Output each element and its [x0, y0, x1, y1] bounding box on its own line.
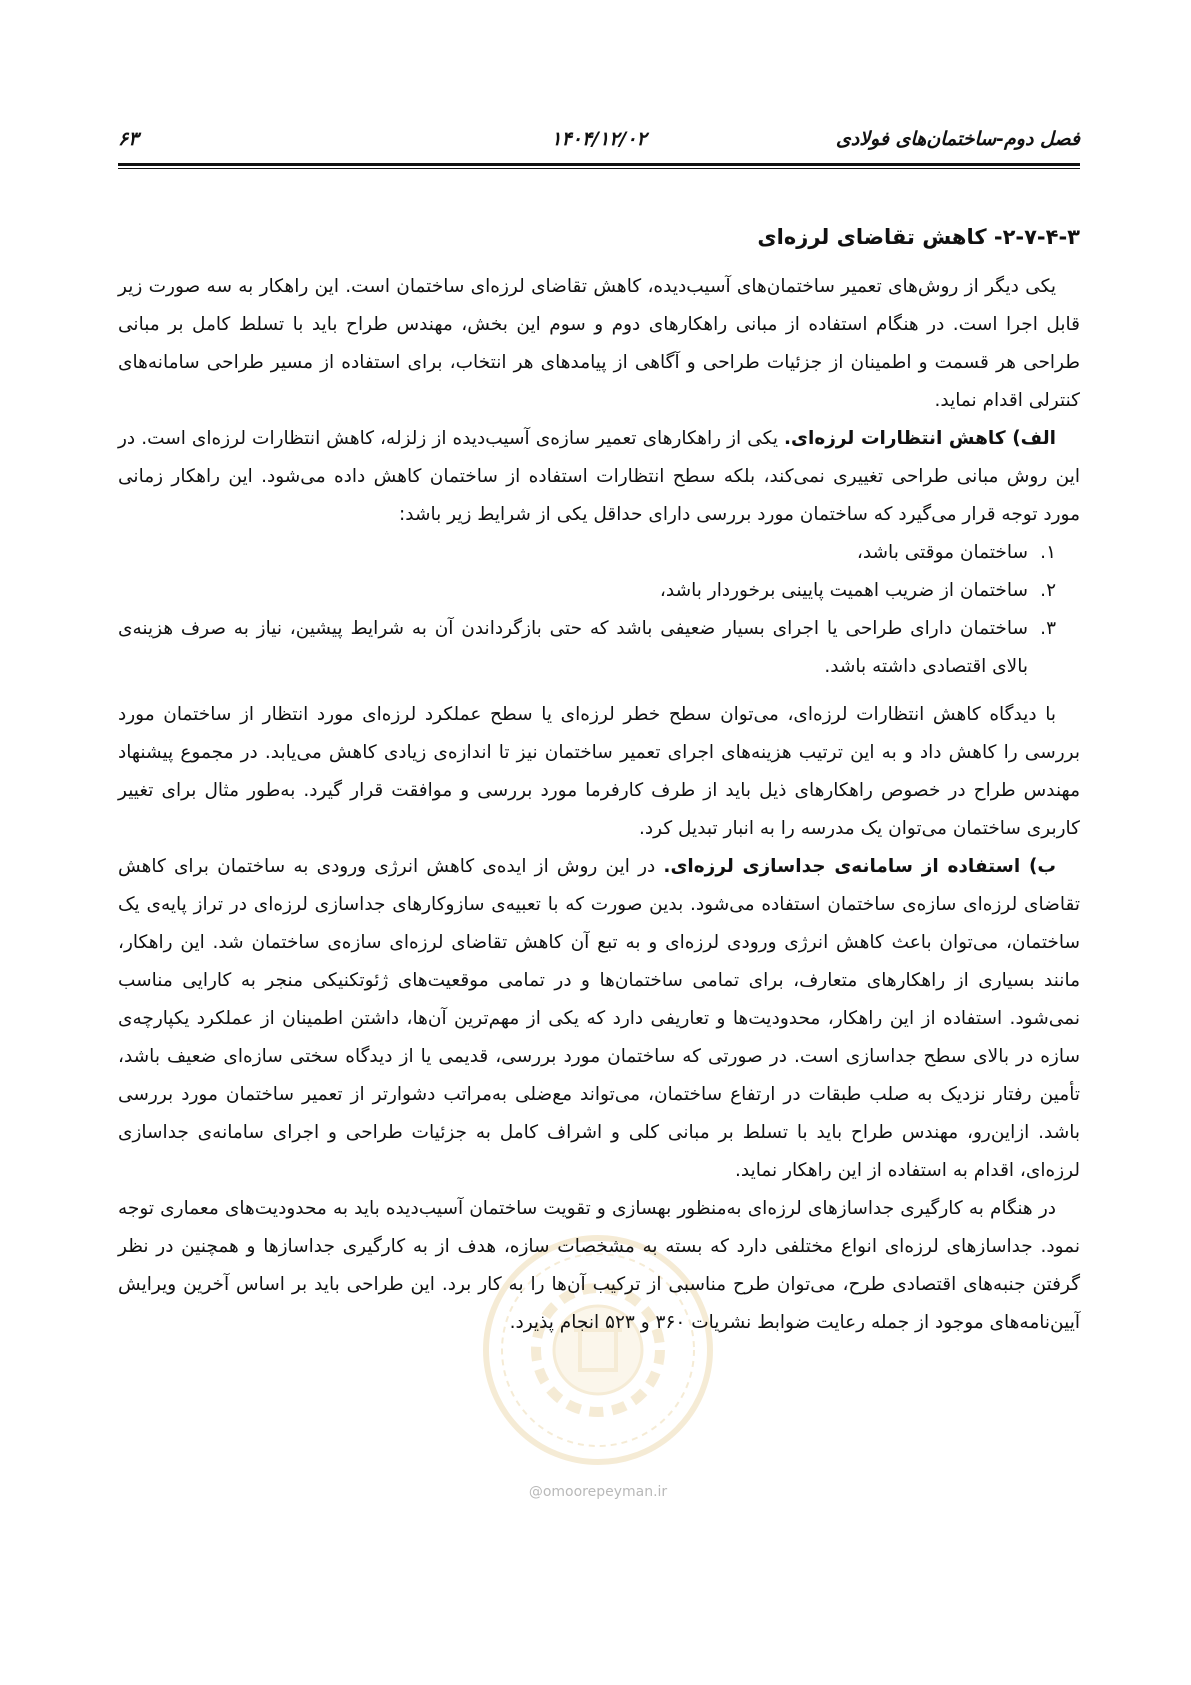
page-header [118, 128, 1080, 162]
list-text: ساختمان موقتی باشد، [856, 542, 1028, 563]
part-a-label: الف) کاهش انتظارات لرزه‌ای. [784, 428, 1056, 449]
list-item [118, 610, 1080, 686]
watermark-site: @omoorepeyman.ir [528, 1484, 668, 1500]
part-b-label: ب) استفاده از سامانه‌ی جداسازی لرزه‌ای. [663, 856, 1056, 877]
list-text: ساختمان دارای طراحی یا اجرای بسیار ضعیفی باشد که حتی بازگرداندن آن به شرایط پیشین، نیاز به صرف هزینه‌ی بالای اقتصادی داشته باشد. [118, 618, 1028, 677]
list-item [118, 534, 1080, 572]
list-number: ۱. [1040, 542, 1056, 563]
part-b-paragraph [118, 848, 1080, 1190]
list-text: ساختمان از ضریب اهمیت پایینی برخوردار باشد، [659, 580, 1028, 601]
section-heading: ۲-۷-۴-۳- کاهش تقاضای لرزه‌ای [757, 225, 1080, 249]
header-rule-thick [118, 163, 1080, 166]
intro-paragraph: یکی دیگر از روش‌های تعمیر ساختمان‌های آسیب‌دیده، کاهش تقاضای لرزه‌ای ساختمان است. این راهکار به سه صورت زیر قابل اجرا است. در هنگام استفاده از مبانی راهکارهای دوم و سوم این بخش، مهندس طراح باید با تسلط کامل بر مبانی طراحی هر قسمت و اطمینان از جزئیات طراحی و آگاهی از پیامدهای هر انتخاب، برای استفاده از مسیر طراحی سامانه‌های کنترلی اقدام نماید. [118, 276, 1080, 411]
conditions-list [118, 534, 1080, 686]
page-number: ۶۳ [118, 128, 139, 150]
list-item [118, 572, 1080, 610]
header-rule-thin [118, 168, 1080, 169]
document-body [118, 218, 1080, 1342]
part-b-text: در این روش از ایده‌ی کاهش انرژی ورودی به ساختمان برای کاهش تقاضای لرزه‌ای سازه‌ی ساختمان استفاده می‌شود. بدین صورت که با تعبیه‌ی سازوکارهای جداسازی لرزه‌ای در تراز پایه‌ی یک ساختمان، می‌توان باعث کاهش انرژی ورودی لرزه‌ای و به تبع آن کاهش تقاضای لرزه‌ای سازه‌ی ساختمان شد. این راهکار، مانند بسیاری از راهکارهای متعارف، برای تمامی ساختمان‌ها و در تمامی موقعیت‌های ژئوتکنیکی منجر به کارایی مناسب نمی‌شود. استفاده از این راهکار، محدودیت‌ها و تعاریفی دارد که یکی از مهم‌ترین آن‌ها، داشتن اطمینان از عملکرد یکپارچه‌ی سازه در بالای سطح جداسازی است. در صورتی که ساختمان مورد بررسی، قدیمی یا از دیدگاه سختی سازه‌ای ضعیف باشد، تأمین رفتار نزدیک به صلب طبقات در ارتفاع ساختمان، می‌تواند مع‌ضلی به‌مراتب دشوارتر از تعمیر ساختمان مورد بررسی باشد. ازاین‌رو، مهندس طراح باید با تسلط بر مبانی کلی و اشراف کامل به جزئیات طراحی و اجرای سامانه‌ی جداسازی لرزه‌ای، اقدام به استفاده از این راهکار نماید. [118, 856, 1080, 1181]
header-date: ۱۴۰۴/۱۲/۰۲ [551, 128, 647, 150]
list-number: ۲. [1040, 580, 1056, 601]
part-b-followup: در هنگام به کارگیری جداسازهای لرزه‌ای به‌منظور بهسازی و تقویت ساختمان آسیب‌دیده باید به محدودیت‌های معماری توجه نمود. جداسازهای لرزه‌ای انواع مختلفی دارد که بسته به مشخصات سازه، هدف از به کارگیری جداسازها و همچنین در نظر گرفتن جنبه‌های اقتصادی طرح، می‌توان طرح مناسبی از ترکیب آن‌ها را به کار برد. این طراحی باید بر اساس آخرین ویرایش آیین‌نامه‌های موجود از جمله رعایت ضوابط نشریات ۳۶۰ و ۵۲۳ انجام پذیرد. [118, 1198, 1080, 1333]
part-a-text: یکی از راهکارهای تعمیر سازه‌ی آسیب‌دیده از زلزله، کاهش انتظارات لرزه‌ای است. در این روش مبانی طراحی تغییری نمی‌کند، بلکه سطح انتظارات استفاده از ساختمان کاهش داده می‌شود. این راهکار زمانی مورد توجه قرار می‌گیرد که ساختمان مورد بررسی دارای حداقل یکی از شرایط زیر باشد: [118, 428, 1080, 525]
chapter-title: فصل دوم-ساختمان‌های فولادی [835, 128, 1080, 150]
part-a-paragraph [118, 420, 1080, 534]
part-a-followup: با دیدگاه کاهش انتظارات لرزه‌ای، می‌توان سطح خطر لرزه‌ای یا سطح عملکرد لرزه‌ای مورد انتظار از ساختمان مورد بررسی را کاهش داد و به این ترتیب هزینه‌های اجرای تعمیر ساختمان نیز تا اندازه‌ی زیادی کاهش می‌یابد. در مجموع پیشنهاد مهندس طراح در خصوص راهکارهای ذیل باید از طرف کارفرما مورد بررسی و موافقت قرار گیرد. به‌طور مثال برای تغییر کاربری ساختمان می‌توان یک مدرسه را به انبار تبدیل کرد. [118, 704, 1080, 839]
list-number: ۳. [1040, 618, 1056, 639]
